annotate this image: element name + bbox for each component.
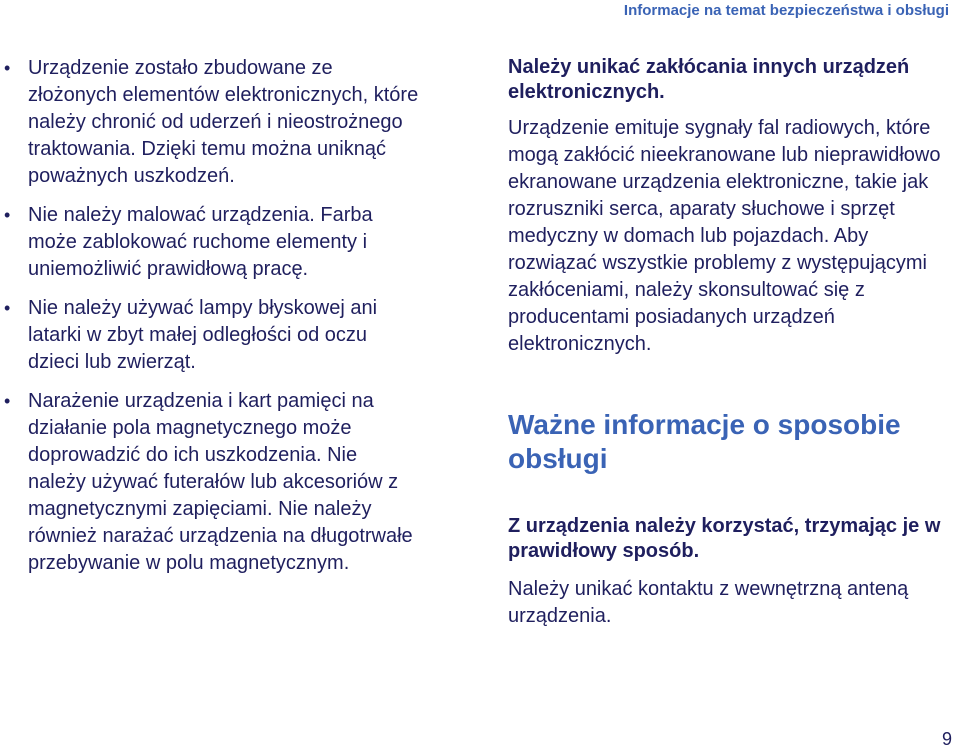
running-header: Informacje na temat bezpieczeństwa i obsługi (623, 2, 949, 19)
bullet-icon: • (4, 58, 11, 78)
list-item (0, 388, 420, 577)
list-item-text: Narażenie urządzenia i kart pamięci na działanie pola magnetycznego może doprowadzić do ich uszkodzenia. Nie należy używać futerałów lub akcesoriów z magnetycznymi zapięciami. Nie należy również narażać urządzenia na długotrwałe przebywanie w polu magnetycznym. (28, 390, 413, 574)
list-item-text: Nie należy używać lampy błyskowej ani latarki w zbyt małej odległości od oczu dzieci lub zwierząt. (28, 297, 378, 373)
safety-bullet-list (0, 55, 420, 577)
bullet-icon: • (4, 205, 11, 225)
list-item (0, 295, 420, 376)
bullet-icon: • (4, 298, 11, 318)
interference-heading: Należy unikać zakłócania innych urządzeń elektronicznych. (508, 56, 910, 103)
usage-heading: Z urządzenia należy korzystać, trzymając je w prawidłowy sposób. (508, 515, 941, 562)
left-column (0, 55, 420, 589)
list-item (0, 55, 420, 190)
list-item-text: Urządzenie zostało zbudowane ze złożonych elementów elektronicznych, które należy chronić od uderzeń i nieostrożnego traktowania. Dzięki temu można uniknąć poważnych uszkodzeń. (28, 57, 419, 187)
usage-paragraph: Należy unikać kontaktu z wewnętrzną anteną urządzenia. (508, 578, 909, 627)
right-column (508, 55, 948, 630)
list-item-text: Nie należy malować urządzenia. Farba może zablokować ruchome elementy i uniemożliwić prawidłową pracę. (28, 204, 373, 280)
page-number: 9 (941, 729, 952, 749)
bullet-icon: • (4, 391, 11, 411)
interference-paragraph: Urządzenie emituje sygnały fal radiowych, które mogą zakłócić nieekranowane lub nieprawidłowo ekranowane urządzenia elektroniczne, takie jak rozruszniki serca, aparaty słuchowe i sprzęt medyczny w domach lub pojazdach. Aby rozwiązać wszystkie problemy z występującymi zakłóceniami, należy skonsultować się z producentami posiadanych urządzeń elektronicznych. (508, 117, 941, 355)
list-item (0, 202, 420, 283)
section-title: Ważne informacje o sposobie obsługi (508, 409, 901, 474)
